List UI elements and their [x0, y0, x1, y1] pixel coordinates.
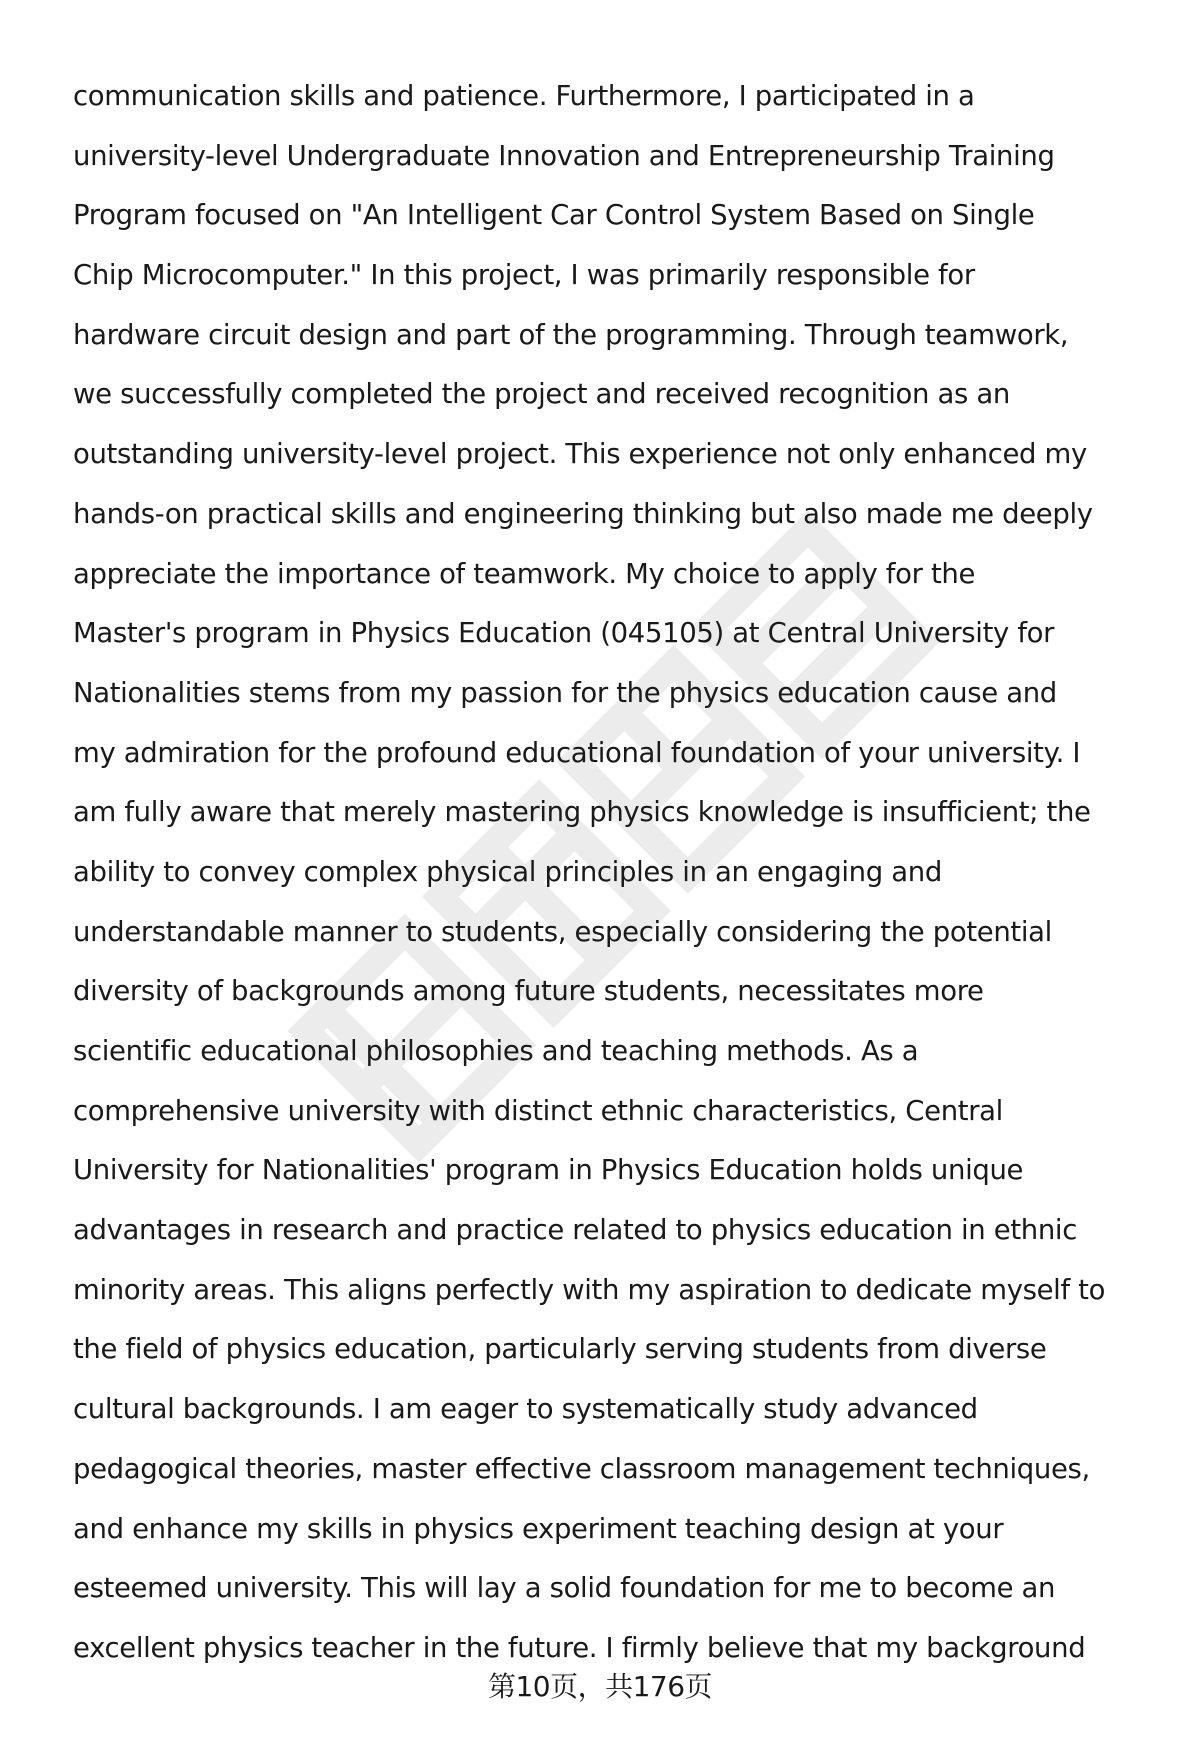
text-line: ability to convey complex physical principles in an engaging and	[73, 855, 942, 888]
text-line: we successfully completed the project and received recognition as an	[73, 378, 1010, 411]
text-line: comprehensive university with distinct ethnic characteristics, Central	[73, 1094, 1003, 1127]
text-line: diversity of backgrounds among future students, necessitates more	[73, 975, 984, 1008]
text-line: Chip Microcomputer." In this project, I was primarily responsible for	[73, 259, 975, 292]
text-line: University for Nationalities' program in Physics Education holds unique	[73, 1154, 1024, 1187]
text-line: hardware circuit design and part of the programming. Through teamwork,	[73, 318, 1069, 351]
text-line: university-level Undergraduate Innovation and Entrepreneurship Training	[73, 139, 1055, 172]
text-line: my admiration for the profound educational foundation of your university. I	[73, 736, 1081, 769]
text-line: and enhance my skills in physics experiment teaching design at your	[73, 1512, 1004, 1545]
text-line: scientific educational philosophies and teaching methods. As a	[73, 1035, 919, 1067]
text-line: minority areas. This aligns perfectly with my aspiration to dedicate myself to	[73, 1273, 1106, 1306]
body-text	[73, 67, 1173, 1679]
text-line: Nationalities stems from my passion for the physics education cause and	[73, 676, 1057, 709]
text-line: cultural backgrounds. I am eager to systematically study advanced	[73, 1393, 978, 1426]
text-line: am fully aware that merely mastering physics knowledge is insufficient; the	[73, 796, 1091, 829]
text-line: excellent physics teacher in the future. I firmly believe that my background	[73, 1631, 1086, 1664]
page-indicator: 第10页，共176页	[487, 1670, 713, 1703]
text-line: pedagogical theories, master effective classroom management techniques,	[73, 1452, 1090, 1485]
text-line: understandable manner to students, especially considering the potential	[73, 915, 1052, 948]
text-line: communication skills and patience. Furthermore, I participated in a	[73, 80, 975, 112]
text-line: the field of physics education, particularly serving students from diverse	[73, 1333, 1047, 1366]
text-line: Master's program in Physics Education (045105) at Central University for	[73, 617, 1055, 650]
text-line: advantages in research and practice related to physics education in ethnic	[73, 1214, 1077, 1247]
text-line: hands-on practical skills and engineering thinking but also made me deeply	[73, 497, 1093, 530]
text-line: appreciate the importance of teamwork. My choice to apply for the	[73, 557, 976, 590]
text-line: esteemed university. This will lay a solid foundation for me to become an	[73, 1572, 1056, 1605]
text-line: outstanding university-level project. This experience not only enhanced my	[73, 438, 1087, 471]
text-line: Program focused on "An Intelligent Car Control System Based on Single	[73, 199, 1035, 232]
